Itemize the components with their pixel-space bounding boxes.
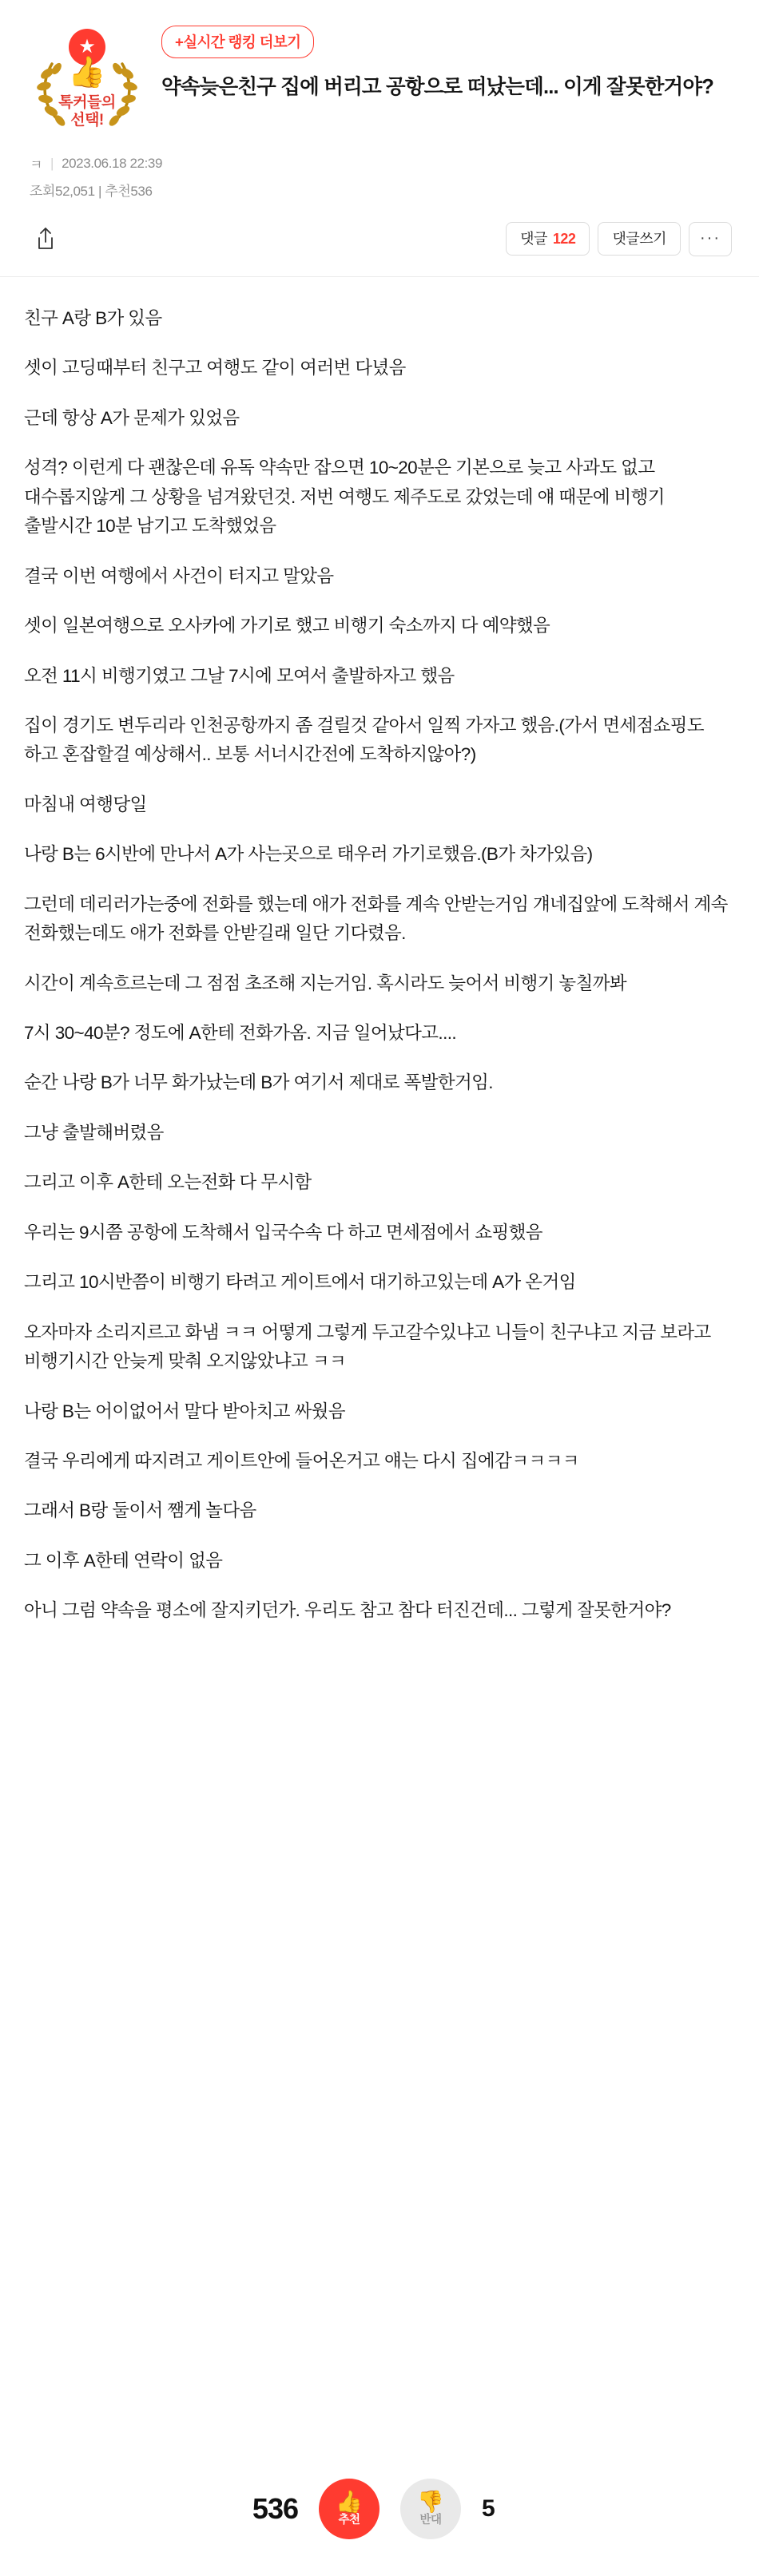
post-content <box>0 277 759 2447</box>
thumbs-down-icon: 👎 <box>417 2490 444 2515</box>
vote-bar <box>0 2447 759 2576</box>
post-paragraph: 결국 우리에게 따지려고 게이트안에 들어온거고 얘는 다시 집에감ㅋㅋㅋㅋ <box>24 1450 579 1471</box>
post-paragraph: 7시 30~40분? 정도에 A한테 전화가옴. 지금 일어났다고.... <box>24 1023 457 1043</box>
comments-label: 댓글 <box>520 231 547 247</box>
thumbs-up-icon: 👍 <box>336 2490 363 2515</box>
star-icon: ★ <box>69 29 105 65</box>
post-paragraph: 우리는 9시쯤 공항에 도착해서 입국수속 다 하고 면세점에서 쇼핑했음 <box>24 1222 542 1242</box>
downvote-button[interactable] <box>400 2479 461 2539</box>
post-meta <box>30 153 732 173</box>
comments-count: 122 <box>552 231 576 247</box>
post-header <box>0 0 759 200</box>
post-paragraph: 근데 항상 A가 문제가 있었음 <box>24 407 240 428</box>
post-paragraph: 집이 경기도 변두리라 인천공항까지 좀 걸릴것 같아서 일찍 가자고 했음.(가서 면세점쇼핑도 하고 혼잡할걸 예상해서.. 보통 서너시간전에 도착하지않아?) <box>24 715 705 765</box>
post-paragraph: 오전 11시 비행기였고 그날 7시에 모여서 출발하자고 했음 <box>24 665 455 686</box>
post-paragraph: 그 이후 A한테 연락이 없음 <box>24 1550 223 1571</box>
upvote-label: 추천 <box>338 2514 360 2527</box>
meta-separator: | <box>50 155 54 171</box>
post-paragraph: 그런데 데리러가는중에 전화를 했는데 애가 전화를 계속 안받는거임 걔네집앞에 도착해서 계속 전화했는데도 애가 전화를 안받길래 일단 기다렸음. <box>24 894 728 944</box>
post-paragraph: 순간 나랑 B가 너무 화가났는데 B가 여기서 제대로 폭발한거임. <box>24 1072 493 1093</box>
page-title: 약속늦은친구 집에 버리고 공항으로 떠났는데... 이게 잘못한거야? <box>161 76 713 98</box>
upvote-count: 536 <box>252 2492 298 2525</box>
post-paragraph: 나랑 B는 어이없어서 말다 받아치고 싸웠음 <box>24 1401 345 1421</box>
share-icon[interactable] <box>27 220 64 257</box>
badge-label: 톡커들의 선택! <box>58 94 116 129</box>
post-paragraph: 그리고 이후 A한테 오는전화 다 무시함 <box>24 1172 312 1193</box>
post-paragraph: 아니 그럼 약속을 평소에 잘지키던가. 우리도 참고 참다 터진건데... 그렇게 잘못한거야? <box>24 1600 671 1621</box>
post-paragraph: 오자마자 소리지르고 화냄 ㅋㅋ 어떻게 그렇게 두고갈수있냐고 니들이 친구냐고 지금 보라고 비행기시간 안늦게 맞춰 오지않았냐고 ㅋㅋ <box>24 1322 711 1372</box>
realtime-ranking-button[interactable]: +실시간 랭킹 더보기 <box>161 26 314 58</box>
post-paragraph: 친구 A랑 B가 있음 <box>24 308 162 328</box>
post-paragraph: 결국 이번 여행에서 사건이 터지고 말았음 <box>24 565 334 586</box>
post-action-bar <box>0 200 759 276</box>
post-paragraph: 시간이 계속흐르는데 그 점점 초조해 지는거임. 혹시라도 늦어서 비행기 놓칠까봐 <box>24 973 626 993</box>
upvote-button[interactable] <box>319 2479 380 2539</box>
post-stats: 조회52,051 | 추천536 <box>30 184 153 199</box>
post-paragraph: 셋이 일본여행으로 오사카에 가기로 했고 비행기 숙소까지 다 예약했음 <box>24 616 550 636</box>
post-date: 2023.06.18 22:39 <box>62 155 163 171</box>
thumbs-up-icon: 👍 <box>68 56 106 89</box>
write-comment-button[interactable]: 댓글쓰기 <box>598 222 681 256</box>
downvote-label: 반대 <box>419 2514 442 2527</box>
post-paragraph: 그래서 B랑 둘이서 쨈게 놀다음 <box>24 1500 256 1521</box>
comments-button[interactable] <box>506 222 590 256</box>
downvote-count: 5 <box>482 2495 495 2522</box>
post-paragraph: 성격? 이런게 다 괜찮은데 유독 약속만 잡으면 10~20분은 기본으로 늦고 사과도 없고 대수롭지않게 그 상황을 넘겨왔던것. 저번 여행도 제주도로 갔었는데 얘 때문에 비행기 출발시간 10분 남기고 도착했었음 <box>24 458 665 537</box>
post-paragraph: 마침내 여행당일 <box>24 794 147 814</box>
author-name: ㅋ <box>30 157 43 172</box>
post-paragraph: 그냥 출발해버렸음 <box>24 1122 164 1143</box>
post-paragraph: 나랑 B는 6시반에 만나서 A가 사는곳으로 태우러 가기로했음.(B가 차가있음) <box>24 844 593 865</box>
choice-badge <box>27 24 147 131</box>
post-paragraph: 셋이 고딩때부터 친구고 여행도 같이 여러번 다녔음 <box>24 358 406 378</box>
more-options-button[interactable]: ··· <box>689 222 732 256</box>
post-paragraph: 그리고 10시반쯤이 비행기 타려고 게이트에서 대기하고있는데 A가 온거임 <box>24 1272 576 1293</box>
